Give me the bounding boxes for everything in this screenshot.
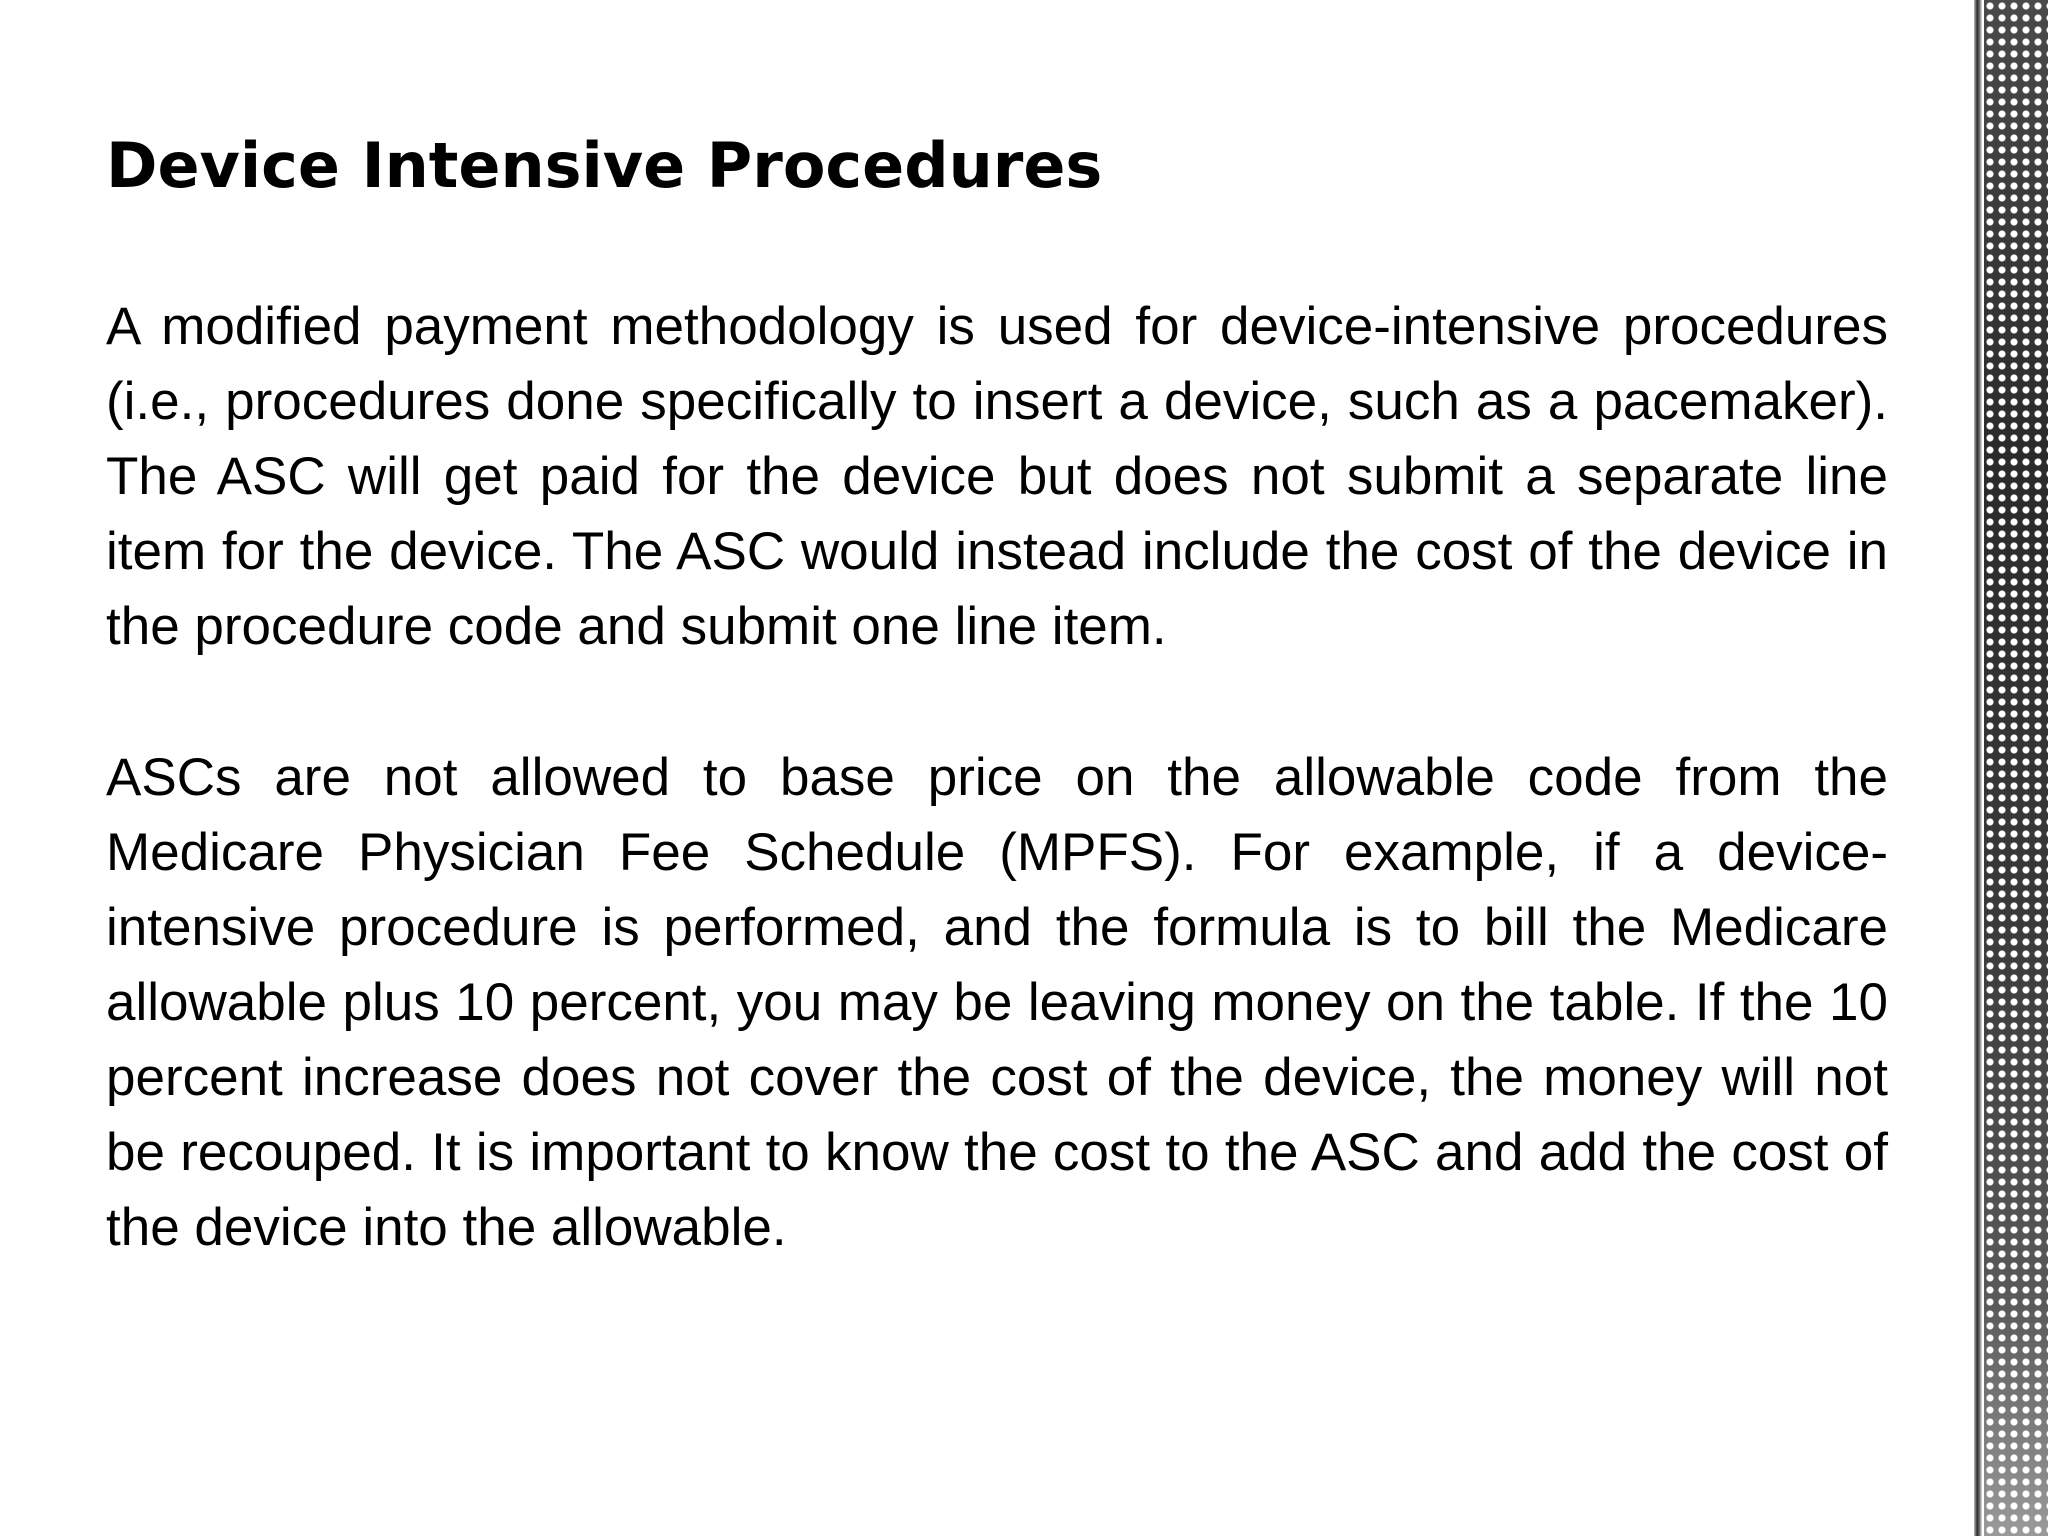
- paragraph-device-payment: A modified payment methodology is used for device-intensive procedures (i.e., procedures done specifically to insert a device, such as a pacemaker). The ASC will get paid for the device but does not submit a separate line item for the device. The ASC would instead include the cost of the device in the procedure code and submit one line item.: [106, 297, 1888, 656]
- decorative-edge-band: [1984, 0, 2048, 1536]
- slide-title: Device Intensive Procedures: [106, 129, 1103, 202]
- slide-body: [106, 289, 1888, 1265]
- paragraph-mpfs-pricing: ASCs are not allowed to base price on the allowable code from the Medicare Physician Fee Schedule (MPFS). For example, if a device-intensive procedure is performed, and the formula is to bill the Medicare allowable plus 10 percent, you may be leaving money on the table. If the 10 percent increase does not cover the cost of the device, the money will not be recouped. It is important to know the cost to the ASC and add the cost of the device into the allowable.: [106, 748, 1888, 1257]
- edge-divider: [1974, 0, 1982, 1536]
